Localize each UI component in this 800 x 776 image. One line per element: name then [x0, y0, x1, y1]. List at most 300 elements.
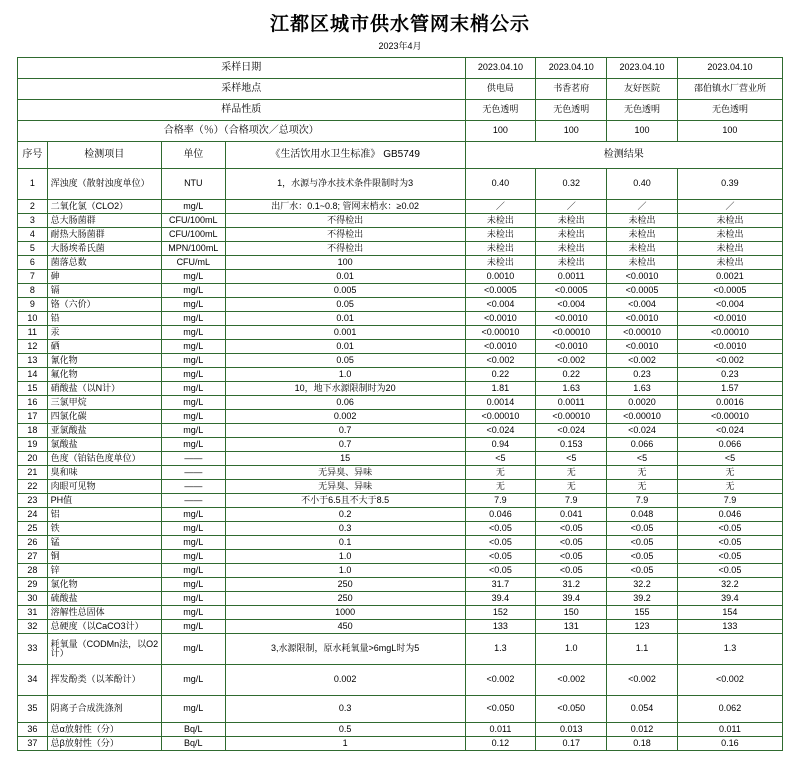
- row-result-value: 1.3: [677, 634, 782, 665]
- row-unit: mg/L: [161, 270, 225, 284]
- row-result-value: 0.046: [677, 508, 782, 522]
- row-unit: mg/L: [161, 368, 225, 382]
- table-row: [18, 228, 783, 242]
- row-index: 26: [18, 536, 48, 550]
- row-index: 9: [18, 298, 48, 312]
- row-result-value: 0.0020: [607, 396, 678, 410]
- row-result-value: 0.046: [465, 508, 536, 522]
- row-item-name: 锌: [47, 564, 161, 578]
- row-result-value: <0.024: [536, 424, 607, 438]
- row-item-name: 阴离子合成洗涤剂: [47, 696, 161, 723]
- row-unit: mg/L: [161, 382, 225, 396]
- row-item-name: 三氯甲烷: [47, 396, 161, 410]
- header-value: 2023.04.10: [607, 58, 678, 79]
- page-subtitle: 2023年4月: [378, 41, 422, 51]
- table-row: [18, 737, 783, 751]
- row-standard: 1000: [225, 606, 465, 620]
- table-row: [18, 466, 783, 480]
- row-result-value: 0.041: [536, 508, 607, 522]
- row-item-name: 氯化物: [47, 578, 161, 592]
- row-standard: 0.7: [225, 424, 465, 438]
- row-unit: CFU/100mL: [161, 214, 225, 228]
- table-row: [18, 522, 783, 536]
- row-item-name: 硫酸盐: [47, 592, 161, 606]
- row-item-name: 汞: [47, 326, 161, 340]
- row-unit: mg/L: [161, 592, 225, 606]
- row-standard: 0.05: [225, 354, 465, 368]
- header-value: 100: [465, 121, 536, 142]
- row-index: 13: [18, 354, 48, 368]
- row-unit: mg/L: [161, 578, 225, 592]
- row-result-value: 7.9: [536, 494, 607, 508]
- row-standard: 0.01: [225, 270, 465, 284]
- row-result-value: <0.004: [677, 298, 782, 312]
- row-item-name: 总α放射性（分）: [47, 723, 161, 737]
- row-result-value: <0.002: [677, 354, 782, 368]
- row-result-value: 无: [536, 480, 607, 494]
- row-item-name: 锰: [47, 536, 161, 550]
- row-result-value: <0.002: [465, 354, 536, 368]
- row-standard: 0.1: [225, 536, 465, 550]
- row-item-name: 总硬度（以CaCO3计）: [47, 620, 161, 634]
- row-standard: 15: [225, 452, 465, 466]
- row-result-value: <0.024: [465, 424, 536, 438]
- table-row: [18, 200, 783, 214]
- row-standard: 1: [225, 737, 465, 751]
- row-index: 28: [18, 564, 48, 578]
- row-result-value: 0.062: [677, 696, 782, 723]
- row-result-value: 未检出: [677, 256, 782, 270]
- row-item-name: 耐热大肠菌群: [47, 228, 161, 242]
- row-index: 33: [18, 634, 48, 665]
- table-row: [18, 270, 783, 284]
- row-result-value: 无: [465, 466, 536, 480]
- row-result-value: 0.0011: [536, 270, 607, 284]
- table-row: [18, 606, 783, 620]
- row-index: 17: [18, 410, 48, 424]
- page-title: 江都区城市供水管网末梢公示: [269, 13, 530, 35]
- row-result-value: <0.00010: [536, 326, 607, 340]
- table-row: [18, 592, 783, 606]
- row-result-value: <0.00010: [465, 410, 536, 424]
- row-result-value: 1.81: [465, 382, 536, 396]
- row-standard: 0.002: [225, 410, 465, 424]
- row-item-name: 砷: [47, 270, 161, 284]
- table-row: [18, 214, 783, 228]
- header-row: [18, 100, 783, 121]
- row-result-value: <0.050: [465, 696, 536, 723]
- row-result-value: 133: [677, 620, 782, 634]
- table-row: [18, 354, 783, 368]
- row-result-value: <0.05: [465, 550, 536, 564]
- row-standard: 不得检出: [225, 242, 465, 256]
- row-unit: NTU: [161, 169, 225, 200]
- row-result-value: <0.050: [536, 696, 607, 723]
- row-index: 29: [18, 578, 48, 592]
- row-index: 24: [18, 508, 48, 522]
- header-row: [18, 58, 783, 79]
- row-index: 21: [18, 466, 48, 480]
- row-standard: 0.002: [225, 665, 465, 696]
- row-result-value: 1.57: [677, 382, 782, 396]
- row-result-value: 32.2: [677, 578, 782, 592]
- row-result-value: 0.12: [465, 737, 536, 751]
- row-index: 4: [18, 228, 48, 242]
- row-result-value: <0.0010: [536, 312, 607, 326]
- row-result-value: 0.17: [536, 737, 607, 751]
- row-result-value: 152: [465, 606, 536, 620]
- row-result-value: 0.18: [607, 737, 678, 751]
- row-result-value: 未检出: [677, 214, 782, 228]
- header-value: 邵伯镇水厂营业所: [677, 79, 782, 100]
- row-result-value: <0.0010: [607, 270, 678, 284]
- row-item-name: 氟化物: [47, 368, 161, 382]
- row-unit: mg/L: [161, 298, 225, 312]
- row-result-value: <0.00010: [607, 326, 678, 340]
- table-row: [18, 284, 783, 298]
- row-result-value: 未检出: [607, 256, 678, 270]
- row-result-value: <0.05: [607, 536, 678, 550]
- table-row: [18, 312, 783, 326]
- row-item-name: 铝: [47, 508, 161, 522]
- row-result-value: <0.0005: [607, 284, 678, 298]
- row-result-value: 1.3: [465, 634, 536, 665]
- table-row: [18, 494, 783, 508]
- header-value: 2023.04.10: [536, 58, 607, 79]
- row-unit: mg/L: [161, 550, 225, 564]
- row-result-value: <5: [607, 452, 678, 466]
- row-unit: ——: [161, 452, 225, 466]
- row-index: 10: [18, 312, 48, 326]
- header-value: 2023.04.10: [465, 58, 536, 79]
- row-standard: 3,水源限制，原水耗氧量>6mgL时为5: [225, 634, 465, 665]
- row-standard: 0.2: [225, 508, 465, 522]
- row-unit: Bq/L: [161, 723, 225, 737]
- row-result-value: 0.22: [465, 368, 536, 382]
- header-label: 合格率（％）（合格项次／总项次）: [18, 121, 466, 142]
- table-row: [18, 508, 783, 522]
- row-result-value: 0.40: [607, 169, 678, 200]
- row-result-value: <5: [536, 452, 607, 466]
- row-result-value: 0.066: [607, 438, 678, 452]
- row-standard: 出厂水：0.1~0.8; 管网末梢水：≥0.02: [225, 200, 465, 214]
- row-item-name: 浑浊度（散射浊度单位）: [47, 169, 161, 200]
- row-result-value: 0.16: [677, 737, 782, 751]
- row-result-value: <0.002: [607, 354, 678, 368]
- row-result-value: ／: [465, 200, 536, 214]
- row-result-value: 155: [607, 606, 678, 620]
- row-result-value: 0.39: [677, 169, 782, 200]
- row-index: 25: [18, 522, 48, 536]
- row-result-value: 0.153: [536, 438, 607, 452]
- row-standard: 0.05: [225, 298, 465, 312]
- header-row: [18, 121, 783, 142]
- row-result-value: ／: [677, 200, 782, 214]
- row-standard: 无异臭、异味: [225, 466, 465, 480]
- row-result-value: <0.0010: [465, 340, 536, 354]
- row-standard: 1，水源与净水技术条件限制时为3: [225, 169, 465, 200]
- row-item-name: 铅: [47, 312, 161, 326]
- row-standard: 不得检出: [225, 228, 465, 242]
- table-row: [18, 438, 783, 452]
- row-index: 2: [18, 200, 48, 214]
- row-standard: 0.06: [225, 396, 465, 410]
- row-index: 12: [18, 340, 48, 354]
- col-item: 检测项目: [47, 142, 161, 169]
- row-standard: 1.0: [225, 550, 465, 564]
- row-standard: 1.0: [225, 368, 465, 382]
- row-result-value: <0.00010: [677, 410, 782, 424]
- row-index: 15: [18, 382, 48, 396]
- row-standard: 0.3: [225, 522, 465, 536]
- row-item-name: 镉: [47, 284, 161, 298]
- row-index: 6: [18, 256, 48, 270]
- row-result-value: 0.40: [465, 169, 536, 200]
- row-result-value: 未检出: [536, 228, 607, 242]
- row-unit: CFU/mL: [161, 256, 225, 270]
- row-result-value: <5: [465, 452, 536, 466]
- row-index: 1: [18, 169, 48, 200]
- row-result-value: 未检出: [465, 228, 536, 242]
- table-row: [18, 368, 783, 382]
- row-standard: 250: [225, 592, 465, 606]
- header-value: 100: [677, 121, 782, 142]
- row-result-value: <0.05: [677, 536, 782, 550]
- header-value: 供电局: [465, 79, 536, 100]
- row-unit: mg/L: [161, 634, 225, 665]
- table-row: [18, 564, 783, 578]
- row-result-value: <0.002: [465, 665, 536, 696]
- table-row: [18, 382, 783, 396]
- row-item-name: 溶解性总固体: [47, 606, 161, 620]
- row-unit: mg/L: [161, 665, 225, 696]
- row-result-value: 无: [536, 466, 607, 480]
- row-index: 27: [18, 550, 48, 564]
- row-result-value: <0.00010: [536, 410, 607, 424]
- row-result-value: 0.011: [677, 723, 782, 737]
- header-value: 无色透明: [677, 100, 782, 121]
- water-quality-table: [17, 57, 783, 751]
- row-unit: mg/L: [161, 696, 225, 723]
- row-standard: 250: [225, 578, 465, 592]
- row-unit: mg/L: [161, 354, 225, 368]
- row-result-value: 0.0010: [465, 270, 536, 284]
- row-result-value: 0.012: [607, 723, 678, 737]
- col-standard: 《生活饮用水卫生标准》 GB5749: [225, 142, 465, 169]
- row-item-name: 亚氯酸盐: [47, 424, 161, 438]
- row-item-name: 总大肠菌群: [47, 214, 161, 228]
- row-result-value: 无: [677, 480, 782, 494]
- row-result-value: 无: [677, 466, 782, 480]
- row-item-name: 肉眼可见物: [47, 480, 161, 494]
- row-result-value: 123: [607, 620, 678, 634]
- row-index: 3: [18, 214, 48, 228]
- row-unit: ——: [161, 466, 225, 480]
- table-row: [18, 578, 783, 592]
- row-standard: 不小于6.5且不大于8.5: [225, 494, 465, 508]
- table-row: [18, 242, 783, 256]
- row-result-value: <0.05: [607, 564, 678, 578]
- row-index: 18: [18, 424, 48, 438]
- row-result-value: 0.0021: [677, 270, 782, 284]
- row-result-value: 0.048: [607, 508, 678, 522]
- row-item-name: 总β放射性（分）: [47, 737, 161, 751]
- row-result-value: <0.0005: [677, 284, 782, 298]
- col-unit: 单位: [161, 142, 225, 169]
- header-value: 无色透明: [536, 100, 607, 121]
- row-standard: 0.5: [225, 723, 465, 737]
- row-result-value: 无: [607, 480, 678, 494]
- row-unit: mg/L: [161, 424, 225, 438]
- row-result-value: 31.7: [465, 578, 536, 592]
- row-unit: mg/L: [161, 536, 225, 550]
- row-index: 8: [18, 284, 48, 298]
- row-index: 11: [18, 326, 48, 340]
- row-index: 22: [18, 480, 48, 494]
- row-unit: mg/L: [161, 606, 225, 620]
- row-index: 16: [18, 396, 48, 410]
- row-index: 30: [18, 592, 48, 606]
- row-result-value: <0.05: [536, 550, 607, 564]
- row-item-name: 四氯化碳: [47, 410, 161, 424]
- row-result-value: <0.0010: [677, 340, 782, 354]
- table-row: [18, 169, 783, 200]
- row-result-value: 未检出: [677, 242, 782, 256]
- row-standard: 0.01: [225, 340, 465, 354]
- row-index: 5: [18, 242, 48, 256]
- table-row: [18, 452, 783, 466]
- table-row: [18, 410, 783, 424]
- row-unit: mg/L: [161, 312, 225, 326]
- row-index: 36: [18, 723, 48, 737]
- row-item-name: 二氧化氯（CLO2）: [47, 200, 161, 214]
- row-result-value: 未检出: [536, 256, 607, 270]
- row-item-name: 氰化物: [47, 354, 161, 368]
- col-results: 检测结果: [465, 142, 782, 169]
- header-label: 采样地点: [18, 79, 466, 100]
- row-result-value: <0.00010: [607, 410, 678, 424]
- row-index: 7: [18, 270, 48, 284]
- row-result-value: 0.066: [677, 438, 782, 452]
- row-unit: mg/L: [161, 522, 225, 536]
- row-result-value: 未检出: [465, 242, 536, 256]
- row-unit: ——: [161, 494, 225, 508]
- row-result-value: <0.002: [677, 665, 782, 696]
- row-result-value: <0.0005: [536, 284, 607, 298]
- row-item-name: 铁: [47, 522, 161, 536]
- row-index: 37: [18, 737, 48, 751]
- row-result-value: <0.004: [607, 298, 678, 312]
- row-result-value: <0.004: [536, 298, 607, 312]
- row-unit: Bq/L: [161, 737, 225, 751]
- row-result-value: <0.024: [677, 424, 782, 438]
- table-row: [18, 256, 783, 270]
- row-result-value: 0.011: [465, 723, 536, 737]
- table-row: [18, 396, 783, 410]
- table-row: [18, 620, 783, 634]
- row-standard: 450: [225, 620, 465, 634]
- public-notice-page: [0, 9, 800, 776]
- row-item-name: PH值: [47, 494, 161, 508]
- row-result-value: ／: [536, 200, 607, 214]
- row-standard: 0.001: [225, 326, 465, 340]
- row-result-value: 0.23: [607, 368, 678, 382]
- row-unit: mg/L: [161, 564, 225, 578]
- row-standard: 0.005: [225, 284, 465, 298]
- row-standard: 0.3: [225, 696, 465, 723]
- row-result-value: <0.004: [465, 298, 536, 312]
- row-standard: 0.01: [225, 312, 465, 326]
- header-label: 采样日期: [18, 58, 466, 79]
- row-result-value: 0.013: [536, 723, 607, 737]
- header-value: 100: [607, 121, 678, 142]
- row-result-value: <0.002: [607, 665, 678, 696]
- row-result-value: 7.9: [465, 494, 536, 508]
- row-unit: mg/L: [161, 326, 225, 340]
- table-row: [18, 480, 783, 494]
- row-result-value: ／: [607, 200, 678, 214]
- row-unit: MPN/100mL: [161, 242, 225, 256]
- table-row: [18, 326, 783, 340]
- row-index: 23: [18, 494, 48, 508]
- row-item-name: 菌落总数: [47, 256, 161, 270]
- row-result-value: 未检出: [607, 214, 678, 228]
- row-index: 32: [18, 620, 48, 634]
- row-result-value: <0.0010: [607, 312, 678, 326]
- row-item-name: 臭和味: [47, 466, 161, 480]
- row-result-value: <0.05: [607, 522, 678, 536]
- row-result-value: 未检出: [465, 214, 536, 228]
- table-row: [18, 340, 783, 354]
- row-result-value: 无: [465, 480, 536, 494]
- row-index: 34: [18, 665, 48, 696]
- row-result-value: 39.4: [536, 592, 607, 606]
- header-value: 100: [536, 121, 607, 142]
- row-item-name: 大肠埃希氏菌: [47, 242, 161, 256]
- row-unit: mg/L: [161, 284, 225, 298]
- row-result-value: <0.05: [465, 536, 536, 550]
- row-unit: mg/L: [161, 396, 225, 410]
- header-row: [18, 79, 783, 100]
- row-result-value: 32.2: [607, 578, 678, 592]
- row-result-value: <0.024: [607, 424, 678, 438]
- col-index: 序号: [18, 142, 48, 169]
- row-result-value: 0.23: [677, 368, 782, 382]
- row-item-name: 耗氧量（CODMn法，以O2计）: [47, 634, 161, 665]
- row-index: 14: [18, 368, 48, 382]
- table-row: [18, 696, 783, 723]
- row-index: 35: [18, 696, 48, 723]
- table-row: [18, 665, 783, 696]
- row-item-name: 硒: [47, 340, 161, 354]
- row-result-value: 未检出: [536, 242, 607, 256]
- row-result-value: 39.4: [465, 592, 536, 606]
- row-result-value: 未检出: [607, 228, 678, 242]
- row-result-value: 0.0014: [465, 396, 536, 410]
- row-item-name: 氯酸盐: [47, 438, 161, 452]
- row-result-value: 0.0016: [677, 396, 782, 410]
- row-result-value: 1.63: [607, 382, 678, 396]
- row-result-value: <0.002: [536, 354, 607, 368]
- row-unit: mg/L: [161, 410, 225, 424]
- row-standard: 不得检出: [225, 214, 465, 228]
- table-row: [18, 424, 783, 438]
- row-result-value: <0.0005: [465, 284, 536, 298]
- row-result-value: 0.054: [607, 696, 678, 723]
- row-unit: mg/L: [161, 620, 225, 634]
- row-item-name: 铬（六价）: [47, 298, 161, 312]
- row-result-value: <0.05: [677, 522, 782, 536]
